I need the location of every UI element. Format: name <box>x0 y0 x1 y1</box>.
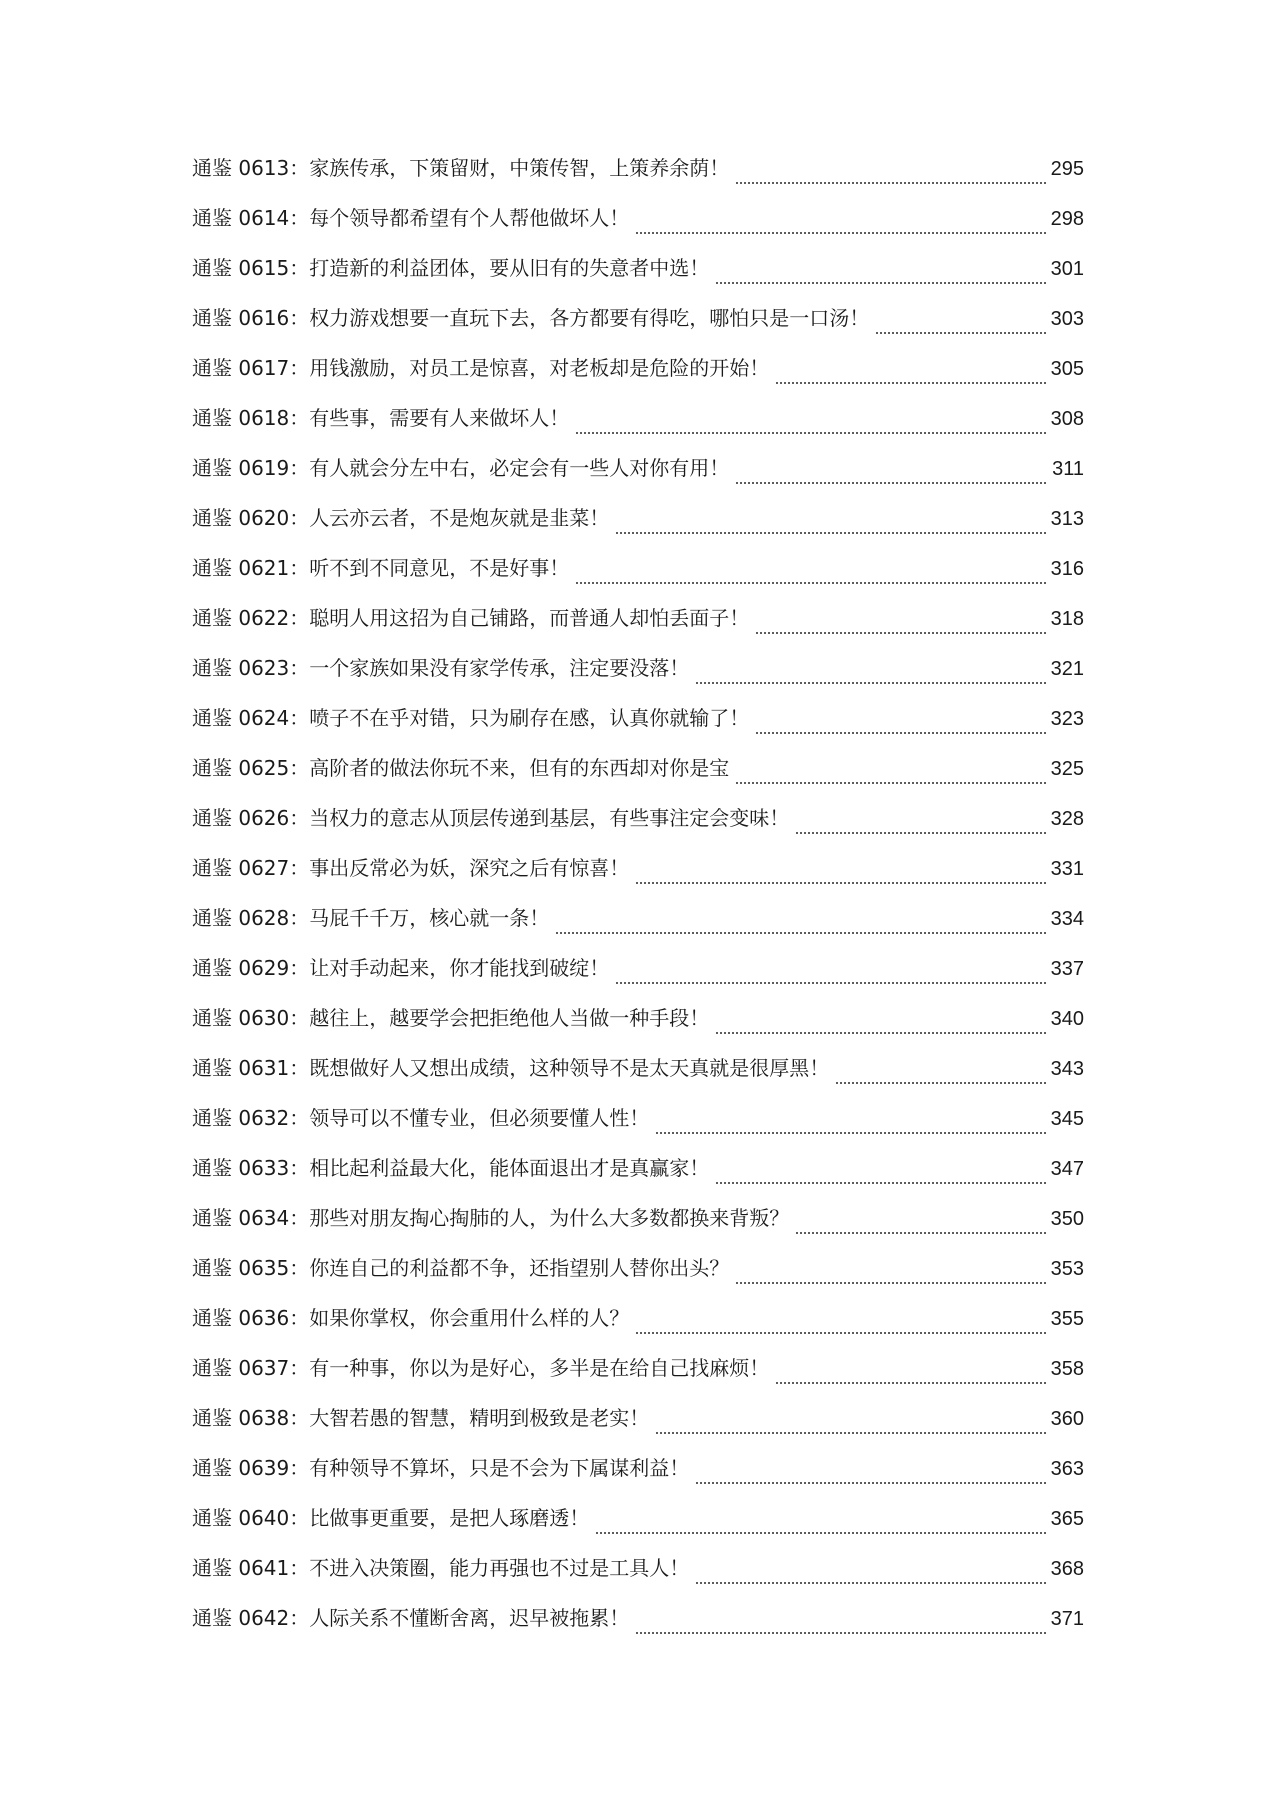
toc-entry[interactable] <box>192 553 1084 603</box>
dot-leader <box>775 1380 1046 1386</box>
dot-leader <box>795 1230 1046 1236</box>
toc-entry-title: 通鉴 0624：喷子不在乎对错，只为刷存在感，认真你就输了！ <box>192 706 750 730</box>
toc-entry[interactable] <box>192 803 1084 853</box>
toc-entry-title: 通鉴 0634：那些对朋友掏心掏肺的人，为什么大多数都换来背叛？ <box>192 1206 790 1230</box>
dot-leader <box>775 380 1046 386</box>
toc-entry-page-number: 334 <box>1050 908 1084 930</box>
toc-entry-title: 通鉴 0636：如果你掌权，你会重用什么样的人？ <box>192 1306 630 1330</box>
toc-entry[interactable] <box>192 1553 1084 1603</box>
dot-leader <box>835 1080 1046 1086</box>
toc-entry-title: 通鉴 0620：人云亦云者，不是炮灰就是韭菜！ <box>192 506 610 530</box>
toc-entry-page-number: 345 <box>1050 1108 1084 1130</box>
toc-entry[interactable] <box>192 753 1084 803</box>
dot-leader <box>635 880 1046 886</box>
toc-entry-page-number: 350 <box>1050 1208 1084 1230</box>
toc-entry-page-number: 295 <box>1050 158 1084 180</box>
toc-entry[interactable] <box>192 1403 1084 1453</box>
toc-entry[interactable] <box>192 253 1084 303</box>
toc-entry[interactable] <box>192 353 1084 403</box>
toc-entry-page-number: 305 <box>1050 358 1084 380</box>
dot-leader <box>595 1530 1046 1536</box>
toc-entry[interactable] <box>192 953 1084 1003</box>
toc-entry-page-number: 328 <box>1050 808 1084 830</box>
dot-leader <box>655 1130 1046 1136</box>
dot-leader <box>715 280 1046 286</box>
toc-entry-page-number: 323 <box>1050 708 1084 730</box>
toc-entry-title: 通鉴 0629：让对手动起来，你才能找到破绽！ <box>192 956 610 980</box>
toc-entry[interactable] <box>192 1603 1084 1653</box>
toc-entry-title: 通鉴 0632：领导可以不懂专业，但必须要懂人性！ <box>192 1106 650 1130</box>
toc-entry[interactable] <box>192 1503 1084 1553</box>
toc-entry[interactable] <box>192 1003 1084 1053</box>
toc-entry[interactable] <box>192 1353 1084 1403</box>
toc-entry-title: 通鉴 0619：有人就会分左中右，必定会有一些人对你有用！ <box>192 456 730 480</box>
toc-entry-title: 通鉴 0637：有一种事，你以为是好心，多半是在给自己找麻烦！ <box>192 1356 770 1380</box>
dot-leader <box>635 1330 1046 1336</box>
toc-entry-title: 通鉴 0621：听不到不同意见，不是好事！ <box>192 556 570 580</box>
toc-entry-page-number: 343 <box>1050 1058 1084 1080</box>
toc-entry[interactable] <box>192 853 1084 903</box>
toc-entry[interactable] <box>192 1253 1084 1303</box>
toc-entry[interactable] <box>192 1203 1084 1253</box>
toc-entry-page-number: 308 <box>1050 408 1084 430</box>
dot-leader <box>875 330 1046 336</box>
dot-leader <box>635 1630 1046 1636</box>
dot-leader <box>735 1280 1046 1286</box>
toc-entry-title: 通鉴 0630：越往上，越要学会把拒绝他人当做一种手段！ <box>192 1006 710 1030</box>
toc-entry-title: 通鉴 0622：聪明人用这招为自己铺路，而普通人却怕丢面子！ <box>192 606 750 630</box>
dot-leader <box>615 980 1046 986</box>
toc-entry[interactable] <box>192 403 1084 453</box>
toc-entry-title: 通鉴 0633：相比起利益最大化，能体面退出才是真赢家！ <box>192 1156 710 1180</box>
toc-entry-page-number: 303 <box>1050 308 1084 330</box>
dot-leader <box>755 730 1046 736</box>
toc-entry-title: 通鉴 0641：不进入决策圈，能力再强也不过是工具人！ <box>192 1556 690 1580</box>
dot-leader <box>615 530 1046 536</box>
toc-entry[interactable] <box>192 503 1084 553</box>
dot-leader <box>695 1580 1046 1586</box>
toc-entry-title: 通鉴 0628：马屁千千万，核心就一条！ <box>192 906 550 930</box>
toc-entry-page-number: 321 <box>1050 658 1084 680</box>
toc-entry-title: 通鉴 0616：权力游戏想要一直玩下去，各方都要有得吃，哪怕只是一口汤！ <box>192 306 870 330</box>
toc-entry[interactable] <box>192 1453 1084 1503</box>
toc-entry[interactable] <box>192 1103 1084 1153</box>
toc-entry-title: 通鉴 0638：大智若愚的智慧，精明到极致是老实！ <box>192 1406 650 1430</box>
toc-entry[interactable] <box>192 1303 1084 1353</box>
toc-entry-page-number: 298 <box>1050 208 1084 230</box>
toc-entry-title: 通鉴 0623：一个家族如果没有家学传承，注定要没落！ <box>192 656 690 680</box>
toc-entry[interactable] <box>192 603 1084 653</box>
toc-entry-page-number: 301 <box>1050 258 1084 280</box>
dot-leader <box>735 480 1048 486</box>
toc-entry-page-number: 313 <box>1050 508 1084 530</box>
toc-entry-page-number: 347 <box>1050 1158 1084 1180</box>
toc-entry-page-number: 311 <box>1052 458 1084 480</box>
dot-leader <box>555 930 1046 936</box>
toc-entry[interactable] <box>192 1053 1084 1103</box>
toc-entry-page-number: 363 <box>1050 1458 1084 1480</box>
toc-entry[interactable] <box>192 453 1084 503</box>
dot-leader <box>695 680 1046 686</box>
dot-leader <box>755 630 1046 636</box>
toc-entry-page-number: 355 <box>1050 1308 1084 1330</box>
toc-entry-page-number: 331 <box>1050 858 1084 880</box>
toc-entry-page-number: 325 <box>1050 758 1084 780</box>
dot-leader <box>735 180 1046 186</box>
toc-entry-page-number: 318 <box>1050 608 1084 630</box>
toc-entry[interactable] <box>192 653 1084 703</box>
toc-entry[interactable] <box>192 903 1084 953</box>
toc-entry[interactable] <box>192 203 1084 253</box>
toc-entry[interactable] <box>192 153 1084 203</box>
toc-entry-title: 通鉴 0618：有些事，需要有人来做坏人！ <box>192 406 570 430</box>
toc-entry[interactable] <box>192 703 1084 753</box>
toc-entry-title: 通鉴 0613：家族传承，下策留财，中策传智，上策养余荫！ <box>192 156 730 180</box>
toc-entry-page-number: 358 <box>1050 1358 1084 1380</box>
toc-entry-page-number: 371 <box>1050 1608 1084 1630</box>
toc-entry-page-number: 368 <box>1050 1558 1084 1580</box>
toc-entry-title: 通鉴 0625：高阶者的做法你玩不来，但有的东西却对你是宝 <box>192 756 730 780</box>
toc-entry-title: 通鉴 0642：人际关系不懂断舍离，迟早被拖累！ <box>192 1606 630 1630</box>
toc-entry-page-number: 365 <box>1050 1508 1084 1530</box>
dot-leader <box>715 1030 1046 1036</box>
toc-entry-title: 通鉴 0617：用钱激励，对员工是惊喜，对老板却是危险的开始！ <box>192 356 770 380</box>
toc-entry-page-number: 337 <box>1050 958 1084 980</box>
toc-entry-page-number: 360 <box>1050 1408 1084 1430</box>
dot-leader <box>715 1180 1046 1186</box>
toc-entry-title: 通鉴 0614：每个领导都希望有个人帮他做坏人！ <box>192 206 630 230</box>
toc-entry-title: 通鉴 0631：既想做好人又想出成绩，这种领导不是太天真就是很厚黑！ <box>192 1056 830 1080</box>
toc-entry[interactable] <box>192 303 1084 353</box>
dot-leader <box>655 1430 1046 1436</box>
table-of-contents <box>192 153 1084 1653</box>
toc-entry-title: 通鉴 0627：事出反常必为妖，深究之后有惊喜！ <box>192 856 630 880</box>
toc-entry-title: 通鉴 0615：打造新的利益团体，要从旧有的失意者中选！ <box>192 256 710 280</box>
dot-leader <box>575 580 1046 586</box>
dot-leader <box>735 780 1046 786</box>
toc-entry-title: 通鉴 0639：有种领导不算坏，只是不会为下属谋利益！ <box>192 1456 690 1480</box>
toc-entry-title: 通鉴 0635：你连自己的利益都不争，还指望别人替你出头？ <box>192 1256 730 1280</box>
toc-entry-title: 通鉴 0626：当权力的意志从顶层传递到基层，有些事注定会变味！ <box>192 806 790 830</box>
dot-leader <box>635 230 1046 236</box>
toc-entry-page-number: 353 <box>1050 1258 1084 1280</box>
toc-entry-page-number: 316 <box>1050 558 1084 580</box>
toc-entry-title: 通鉴 0640：比做事更重要，是把人琢磨透！ <box>192 1506 590 1530</box>
toc-entry[interactable] <box>192 1153 1084 1203</box>
dot-leader <box>695 1480 1046 1486</box>
dot-leader <box>575 430 1046 436</box>
dot-leader <box>795 830 1046 836</box>
toc-entry-page-number: 340 <box>1050 1008 1084 1030</box>
